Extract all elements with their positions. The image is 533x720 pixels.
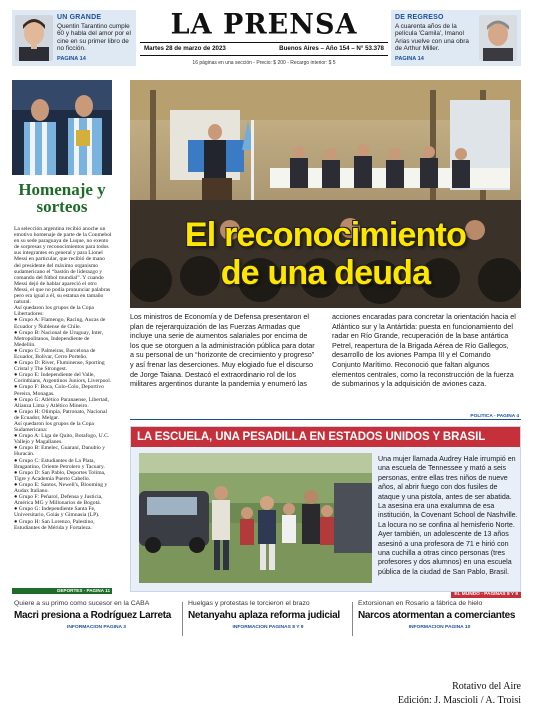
lead-headline-line1: El reconocimiento	[184, 216, 467, 254]
header-left-teaser[interactable]	[12, 10, 136, 66]
bottom-page-ref: INFORMACION PAGINA 10	[408, 625, 471, 630]
sidebar-paragraph: ● Grupo D: River, Fluminense, Sporting Cristal y The Strongest.	[14, 360, 105, 373]
sidebar-paragraph: ● Grupo F: Peñarol, Defensa y Justicia, América MG y Millonarios de Bogotá.	[14, 494, 103, 507]
bottom-kicker: Extorsionan en Rosario a fábrica de hielo	[358, 600, 483, 607]
left-page-ref: PAGINA 14	[57, 56, 86, 62]
sidebar-section-tag	[12, 588, 112, 594]
bottom-teasers	[12, 600, 521, 638]
tarantino-portrait	[15, 15, 53, 61]
school-story-box	[130, 426, 521, 592]
sidebar-page-ref[interactable]: DEPORTES - PAGINA 11	[57, 588, 110, 593]
sidebar-paragraph: ● Grupo A: Flamengo, Racing, Aucas de Ecuador y Ñublense de Chile.	[14, 317, 106, 330]
right-kicker: DE REGRESO	[395, 14, 444, 21]
sidebar-paragraph: ● Grupo H: Olimpia, Patronato, Nacional de Ecuador, Melgar.	[14, 408, 108, 421]
masthead-rule-top	[140, 42, 388, 43]
bottom-teaser-2[interactable]	[188, 600, 348, 638]
masthead	[140, 10, 388, 68]
newspaper-title: LA PRENSA	[170, 8, 358, 41]
credit-line-1: Rotativo del Aire	[452, 681, 521, 692]
bottom-divider	[182, 602, 183, 636]
issue-number: Buenos Aires – Año 154 – N° 53.378	[279, 45, 384, 52]
left-teaser-text: Quentin Tarantino cumple 60 y habla del amor por el cine en su primer libro de no ficción.	[57, 23, 131, 53]
school-headline[interactable]: LA ESCUELA, UNA PESADILLA EN ESTADOS UNIDOS Y BRASIL	[131, 427, 520, 447]
left-kicker: UN GRANDE	[57, 14, 102, 21]
bottom-headline: Netanyahu aplaza reforma judicial	[188, 610, 340, 621]
price-line: 16 páginas en una sección - Precio: $ 200 - Recargo interior: $ 5	[192, 60, 336, 66]
bottom-page-ref: INFORMACION PAGINAS 8 Y 9	[232, 625, 304, 630]
bottom-headline: Narcos atormentan a comerciantes	[358, 610, 516, 621]
school-body: Una mujer llamada Audrey Hale irrumpió en una escuela de Tennessee y mató a seis personas, entre ellas tres niños de nueve años, al abrir fuego con dos fusiles de ataque y una pistola, antes de ser abatida. La asesina era una exalumna de esa institución, la Covenant School de Nashville. La locura no se confina al hemisferio Norte. Ayer también, un adolescente de 13 años asesinó a una profesora de 71 e hirió con una cuchilla a otras cinco personas (tres profesores y dos alumnos) en una escuela pública de la ciudad de San Pablo, Brasil.	[378, 455, 518, 576]
messi-photo	[12, 80, 112, 175]
bottom-kicker: Huelgas y protestas le torcieron el brazo	[188, 600, 310, 607]
newspaper-front-page	[12, 10, 521, 640]
bottom-teaser-3[interactable]	[358, 600, 521, 638]
lead-headline-line2: de una deuda	[220, 254, 431, 292]
lead-body-col1: Los ministros de Economía y de Defensa presentaron el plan de rejerarquización de las Fuerzas Armadas que incluye una serie de aumentos salariales por encima de los que se otorguen a la administración pública para dotar a su personal de un “horizonte de crecimiento y progreso” y así frenar las deserciones. Muy elogiado fue el discurso de Jorge Taiana. Destacó el extraordinario rol de los militares argentinos durante la pandemia y enumeró las	[130, 312, 315, 389]
sidebar-paragraph: ● Grupo E: Independiente del Valle, Corinthians, Argentinos Juniors, Liverpool.	[14, 372, 112, 385]
sidebar-paragraph: ● Grupo B: Nacional de Uruguay, Inter, Metropolitanos, Independiente de Medellín.	[14, 329, 104, 348]
lead-headline[interactable]	[130, 216, 521, 292]
lead-section-tag	[130, 414, 521, 420]
school-section-tag	[130, 592, 521, 598]
sidebar-paragraph: ● Grupo A: Liga de Quito, Botafogo, U.C. Vallejo y Magallanes.	[14, 433, 110, 446]
sidebar-body	[14, 226, 112, 531]
credit-line-2: Edición: J. Mascioli / A. Troisi	[397, 695, 521, 706]
sidebar-paragraph: ● Grupo C: Estudiantes de La Plata, Bragantino, Oriente Petrolero y Tacuary.	[14, 457, 105, 470]
section-rule	[130, 419, 521, 420]
sidebar-headline[interactable]: Homenaje y sorteos	[18, 180, 106, 216]
school-photo	[139, 453, 372, 583]
header-right-teaser[interactable]	[391, 10, 521, 66]
sidebar-paragraph: ● Grupo F: Boca, Colo-Colo, Deportivo Pereira, Monagas.	[14, 384, 104, 397]
lead-page-ref[interactable]: POLITICA - PAGINA 4	[470, 414, 519, 419]
bottom-teaser-1[interactable]	[14, 600, 179, 638]
imanol-arias-portrait	[479, 15, 517, 61]
sports-sidebar	[12, 80, 112, 592]
sidebar-paragraph: ● Grupo C: Palmeiras, Barcelona de Ecuador, Bolívar, Cerro Porteño.	[14, 347, 96, 360]
bottom-page-ref: INFORMACION PAGINA 3	[67, 625, 126, 630]
bottom-divider	[352, 602, 353, 636]
issue-date: Martes 28 de marzo de 2023	[144, 45, 226, 52]
sidebar-paragraph: ● Grupo G: Atlético Paranaense, Libertad, Alianza Lima y Atlético Mineiro.	[14, 396, 109, 409]
sidebar-paragraph: ● Grupo G: Independiente Santa Fe, Universitario, Goiás y Gimnasia (LP).	[14, 506, 100, 519]
right-teaser-text: A cuarenta años de la película 'Camila', Imanol Arias vuelve con una obra de Arthur Miller.	[395, 23, 469, 53]
bottom-headline: Macri presiona a Rodríguez Larreta	[14, 610, 172, 621]
sidebar-paragraph: La selección argentina recibió anoche un emotivo homenaje de parte de la Conmebol en su sede paraguaya de Luque, no exento de sorpresas y reconocimientos para todos sus integrantes en general y para Lionel Messi en particular, que recibió de mano del presidente del máximo organismo sudamericano el “bastón de liderazgo y comando del fútbol mundial”. Y cuando Messi dejó de hablar apareció el otro Messi, el que no podía pronunciar palabras pero era igual a él, su estatua en tamaño natural.	[14, 226, 112, 306]
school-page-ref[interactable]: EL MUNDO - PAGINAS 8 Y 9	[451, 592, 521, 598]
sidebar-paragraph: Así quedaron los grupos de la Copa Sudamericana:	[14, 421, 94, 434]
lead-body-col2: acciones encaradas para concretar la orientación hacia el Atlántico sur y la Antártida: puesta en funcionamiento del radar en Río Grande, recuperación de la base antártica Petrel, reapertura de la Brigada Aérea de Río Gallegos, desarrollo de los aviones Pampa III y el Comando Conjunto Marítimo. Reconoció que faltan algunos elementos centrales, como la reconstrucción de la fuerza de submarinos y la adquisición de aviones caza.	[332, 312, 516, 389]
right-page-ref: PAGINA 14	[395, 56, 424, 62]
lead-photo	[130, 80, 521, 308]
masthead-rule-bottom	[140, 55, 388, 56]
sidebar-paragraph: Así quedaron los grupos de la Copa Libertadores:	[14, 305, 94, 318]
sidebar-paragraph: ● Grupo E: Santos, Newell's, Blooming y Audax Italiano.	[14, 481, 108, 495]
sidebar-paragraph: ● Grupo H: San Lorenzo, Palestino, Estudiantes de Mérida y Fortaleza.	[14, 518, 95, 531]
sidebar-paragraph: ● Grupo B: Emelec, Guaraní, Danubio y Huracán.	[14, 445, 105, 458]
sidebar-paragraph: ● Grupo D: San Pablo, Deportes Tolima, Tigre y Academia Puerto Cabello.	[14, 469, 106, 482]
bottom-kicker: Quiere a su primo como sucesor en la CABA	[14, 600, 150, 607]
